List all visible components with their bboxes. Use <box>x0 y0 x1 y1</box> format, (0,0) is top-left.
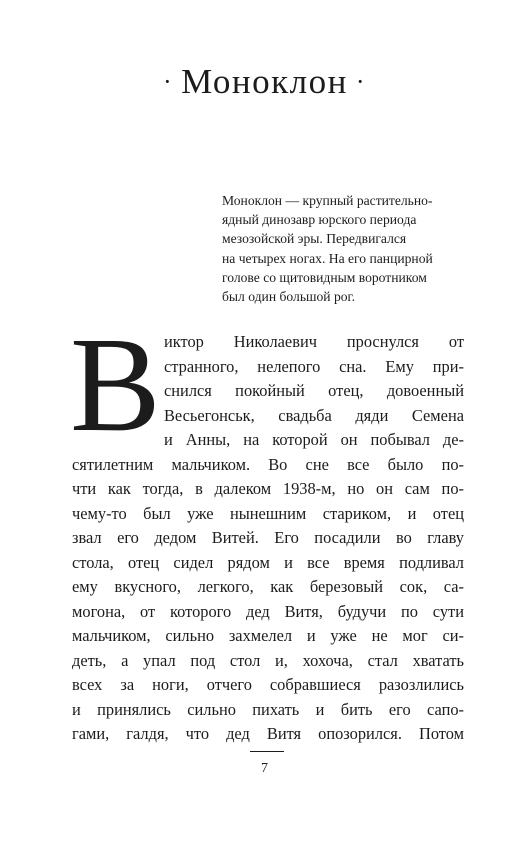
epigraph-line: ядный динозавр юрского периода <box>222 212 417 228</box>
body-line: Весьегонськ, свадьба дяди Семена <box>164 405 464 425</box>
epigraph <box>222 191 466 306</box>
title-ornament-left: · <box>162 67 174 96</box>
body-line: всех за ноги, отчего собравшиеся разозлились <box>72 675 464 694</box>
epigraph-line: на четырех ногах. На его панцирной <box>222 250 433 266</box>
body-line: стола, отец сидел рядом и все время подливал <box>72 552 464 572</box>
body-text <box>72 330 464 747</box>
epigraph-line: был один большой рог. <box>222 289 355 305</box>
body-line: и принялись сильно пихать и бить его сапо- <box>72 699 464 719</box>
body-line: странного, нелепого сна. Ему при- <box>164 356 464 376</box>
chapter-title <box>0 58 529 106</box>
body-line: гами, галдя, что дед Витя опозорился. Потом <box>72 724 464 743</box>
epigraph-line: голове со щитовидным воротником <box>222 269 427 285</box>
body-line: мальчиком, сильно захмелел и уже не мог си- <box>72 626 464 645</box>
body-line: сятилетним мальчиком. Во сне все было по- <box>72 454 464 474</box>
body-line: ему вкусного, легкого, как березовый сок, са- <box>72 577 464 596</box>
body-line: звал его дедом Витей. Его посадили во главу <box>72 528 464 547</box>
page-number: 7 <box>261 761 268 776</box>
body-line: могона, от которого дед Витя, будучи по сути <box>72 601 464 621</box>
body-line: деть, а упал под стол и, хохоча, стал хватать <box>72 650 464 670</box>
body-line: чему-то был уже нынешним стариком, и отец <box>72 503 464 523</box>
chapter-title-text: Моноклон <box>181 62 348 101</box>
drop-cap: В <box>70 317 161 447</box>
title-ornament-right: · <box>355 67 367 96</box>
page-number-rule <box>250 751 284 752</box>
body-line: и Анны, на которой он побывал де- <box>164 430 464 449</box>
body-line: снился покойный отец, довоенный <box>164 381 464 400</box>
epigraph-line: Моноклон — крупный растительно- <box>222 193 433 208</box>
body-line: иктор Николаевич проснулся от <box>164 332 464 351</box>
body-line: чти как тогда, в далеком 1938-м, но он сам по- <box>72 479 464 498</box>
epigraph-line: мезозойской эры. Передвигался <box>222 231 407 247</box>
